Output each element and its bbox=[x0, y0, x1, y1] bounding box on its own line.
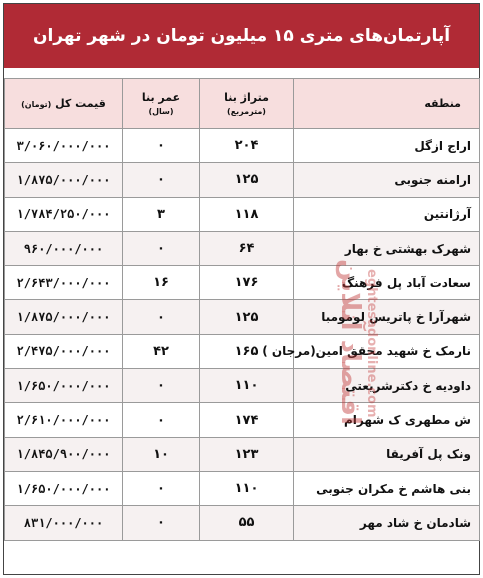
cell-age: ۰ bbox=[123, 506, 200, 540]
cell-age: ۱۰ bbox=[123, 437, 200, 471]
cell-area: ۵۵ bbox=[200, 506, 294, 540]
page-title: آپارتمان‌های متری ۱۵ میلیون تومان در شهر تهران bbox=[4, 4, 479, 70]
cell-age: ۳ bbox=[123, 197, 200, 231]
cell-area: ۱۲۵ bbox=[200, 163, 294, 197]
cell-region: شهرک بهشتی خ بهار bbox=[294, 231, 480, 265]
header-area-label: متراژ بنا bbox=[224, 90, 269, 104]
cell-price: ۱/۷۸۴/۲۵۰/۰۰۰ bbox=[5, 197, 123, 231]
cell-region: داودیه خ دکترشریعتی bbox=[294, 369, 480, 403]
cell-area: ۶۴ bbox=[200, 231, 294, 265]
table-row bbox=[5, 163, 480, 197]
cell-price: ۱/۸۴۵/۹۰۰/۰۰۰ bbox=[5, 437, 123, 471]
infographic-frame bbox=[3, 3, 480, 575]
cell-age: ۰ bbox=[123, 300, 200, 334]
table-row bbox=[5, 266, 480, 300]
header-area bbox=[200, 79, 294, 129]
cell-region: نارمک خ شهید محقق امین(مرجان ) bbox=[294, 334, 480, 368]
cell-region: شادمان خ شاد مهر bbox=[294, 506, 480, 540]
cell-area: ۱۲۵ bbox=[200, 300, 294, 334]
cell-area: ۱۲۳ bbox=[200, 437, 294, 471]
cell-age: ۰ bbox=[123, 163, 200, 197]
cell-region: ارامنه جنوبی bbox=[294, 163, 480, 197]
cell-area: ۱۱۰ bbox=[200, 369, 294, 403]
cell-age: ۰ bbox=[123, 129, 200, 163]
table-row bbox=[5, 129, 480, 163]
cell-area: ۱۷۶ bbox=[200, 266, 294, 300]
cell-area: ۱۱۸ bbox=[200, 197, 294, 231]
cell-region: آرژانتین bbox=[294, 197, 480, 231]
cell-area: ۱۶۵ bbox=[200, 334, 294, 368]
cell-age: ۰ bbox=[123, 403, 200, 437]
header-area-unit: (مترمربع) bbox=[227, 106, 266, 116]
cell-region: اراج ازگل bbox=[294, 129, 480, 163]
cell-region: ش مطهری ک شهرام bbox=[294, 403, 480, 437]
table-row bbox=[5, 471, 480, 505]
cell-price: ۱/۶۵۰/۰۰۰/۰۰۰ bbox=[5, 471, 123, 505]
cell-age: ۰ bbox=[123, 369, 200, 403]
header-age-label: عمر بنا bbox=[141, 90, 181, 104]
table-row bbox=[5, 506, 480, 540]
table-row bbox=[5, 437, 480, 471]
header-region bbox=[294, 79, 480, 129]
cell-region: بنی هاشم خ مکران جنوبی bbox=[294, 471, 480, 505]
header-region-label: منطقه bbox=[424, 97, 461, 110]
cell-price: ۸۳۱/۰۰۰/۰۰۰ bbox=[5, 506, 123, 540]
header-age bbox=[123, 79, 200, 129]
apartments-table bbox=[4, 78, 480, 541]
cell-price: ۲/۶۴۳/۰۰۰/۰۰۰ bbox=[5, 266, 123, 300]
cell-price: ۱/۸۷۵/۰۰۰/۰۰۰ bbox=[5, 163, 123, 197]
watermark-line-2: eghtesadonline.com bbox=[364, 269, 379, 418]
table-row bbox=[5, 403, 480, 437]
table-row bbox=[5, 231, 480, 265]
table-row bbox=[5, 300, 480, 334]
table-row bbox=[5, 334, 480, 368]
cell-region: سعادت آباد پل فرهنگ bbox=[294, 266, 480, 300]
cell-price: ۳/۰۶۰/۰۰۰/۰۰۰ bbox=[5, 129, 123, 163]
header-age-unit: (سال) bbox=[148, 106, 174, 116]
cell-price: ۲/۴۷۵/۰۰۰/۰۰۰ bbox=[5, 334, 123, 368]
cell-age: ۱۶ bbox=[123, 266, 200, 300]
cell-area: ۱۱۰ bbox=[200, 471, 294, 505]
cell-area: ۱۷۴ bbox=[200, 403, 294, 437]
header-price-unit: (تومان) bbox=[21, 100, 52, 109]
cell-area: ۲۰۴ bbox=[200, 129, 294, 163]
cell-price: ۹۶۰/۰۰۰/۰۰۰ bbox=[5, 231, 123, 265]
cell-price: ۲/۶۱۰/۰۰۰/۰۰۰ bbox=[5, 403, 123, 437]
cell-price: ۱/۶۵۰/۰۰۰/۰۰۰ bbox=[5, 369, 123, 403]
header-price bbox=[5, 79, 123, 129]
table-header-row bbox=[5, 79, 480, 129]
table-row bbox=[5, 197, 480, 231]
table-row bbox=[5, 369, 480, 403]
cell-age: ۰ bbox=[123, 231, 200, 265]
cell-age: ۴۲ bbox=[123, 334, 200, 368]
cell-price: ۱/۸۷۵/۰۰۰/۰۰۰ bbox=[5, 300, 123, 334]
cell-age: ۰ bbox=[123, 471, 200, 505]
cell-region: شهرآرا خ پاتریس لومومبا bbox=[294, 300, 480, 334]
header-price-label: قیمت کل bbox=[55, 97, 106, 110]
cell-region: ونک پل آفریقا bbox=[294, 437, 480, 471]
watermark-line-1: اقتصاد آنلاین bbox=[335, 259, 365, 425]
